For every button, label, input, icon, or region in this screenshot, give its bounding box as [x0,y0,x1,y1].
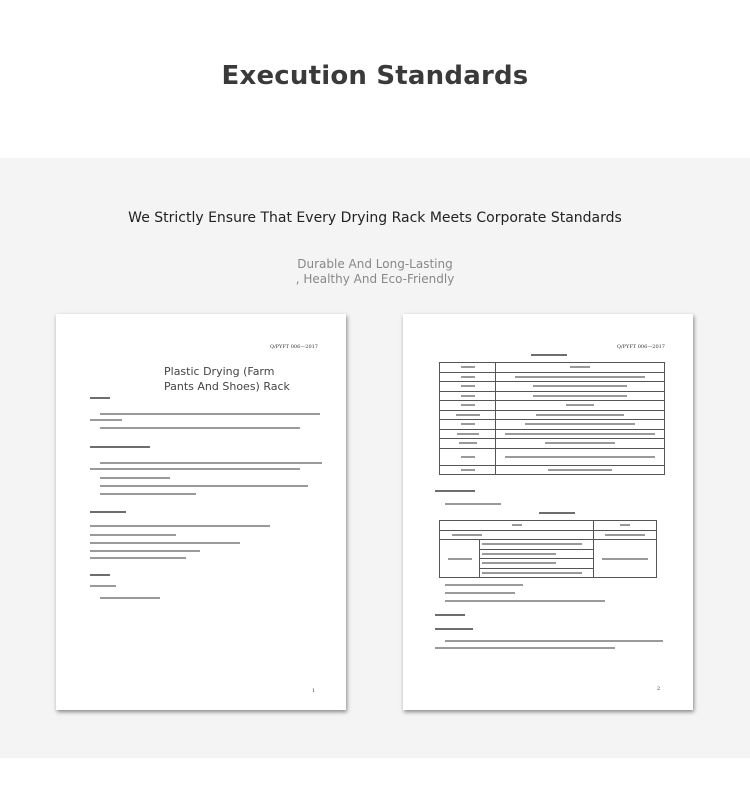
table-cell [480,540,594,550]
table-row [440,420,665,430]
table-cell [440,429,496,439]
table-row [440,391,665,401]
text-line [100,413,320,415]
text-line [100,493,196,495]
text-line [90,534,176,536]
table-cell [440,372,496,382]
table-cell [440,465,496,475]
table-cell [480,549,594,559]
section-heading [435,614,465,616]
table-row [440,372,665,382]
table-cell [496,420,665,430]
document-page-2 [403,314,693,710]
page-title: Execution Standards [221,61,529,91]
table-cell [496,439,665,449]
table-caption [539,512,575,514]
text-line [445,640,663,642]
text-line [90,550,200,552]
section-subtitle: We Strictly Ensure That Every Drying Rack Meets Corporate Standards [128,210,622,226]
table-row [440,439,665,449]
table-row [440,521,657,531]
text-line [100,427,300,429]
document-code: Q/PYFT 006—2017 [269,344,318,350]
table-cell [496,401,665,411]
text-line [90,525,270,527]
table-row [440,410,665,420]
table-row [440,401,665,411]
table-cell [594,521,657,531]
table-cell [496,391,665,401]
text-line [100,597,160,599]
table-cell [440,410,496,420]
content-panel [0,158,750,758]
page-number: 1 [312,688,316,694]
section-heading [90,574,110,576]
table-cell [496,372,665,382]
header-section [0,0,750,158]
table-cell [496,429,665,439]
document-page-1 [56,314,346,710]
table-cell [496,382,665,392]
table-cell [496,410,665,420]
table-row [440,448,665,465]
table-cell [440,439,496,449]
table-row [440,465,665,475]
text-line [445,600,605,602]
table-row [440,382,665,392]
table-cell [440,540,480,578]
section-heading [90,511,126,513]
table-cell [440,448,496,465]
text-line [100,485,308,487]
section-heading [90,446,150,448]
table-cell [480,568,594,578]
text-line [445,592,515,594]
text-line [100,462,322,464]
text-line [90,468,300,470]
tagline-line-2: , Healthy And Eco-Friendly [295,272,455,286]
table-row [440,540,657,550]
table-cell [440,521,594,531]
table-cell [440,363,496,373]
text-line [100,477,170,479]
footer-spacer [0,758,750,792]
table-row [440,363,665,373]
text-line [445,503,501,505]
tagline [0,257,750,287]
table-caption [531,354,567,356]
section-heading [90,397,110,399]
table-cell [594,540,657,578]
text-line [90,419,122,421]
table-cell [440,382,496,392]
table-cell [496,448,665,465]
page-number: 2 [657,686,661,692]
table-cell [496,363,665,373]
table-cell [440,530,594,540]
section-heading [435,628,473,630]
table-cell [440,401,496,411]
text-line [90,585,116,587]
table-row [440,429,665,439]
table-row [440,530,657,540]
tagline-line-1: Durable And Long-Lasting [297,257,453,271]
document-code: Q/PYFT 006—2017 [616,344,665,350]
section-heading [435,490,475,492]
text-line [90,542,240,544]
table-cell [440,420,496,430]
text-line [445,584,523,586]
document-title: Plastic Drying (Farm Pants And Shoes) Rack [164,365,290,393]
text-line [90,557,186,559]
table-cell [496,465,665,475]
performance-table [439,520,657,578]
table-cell [440,391,496,401]
requirements-table [439,362,665,475]
text-line [435,647,615,649]
table-cell [594,530,657,540]
table-cell [480,559,594,569]
